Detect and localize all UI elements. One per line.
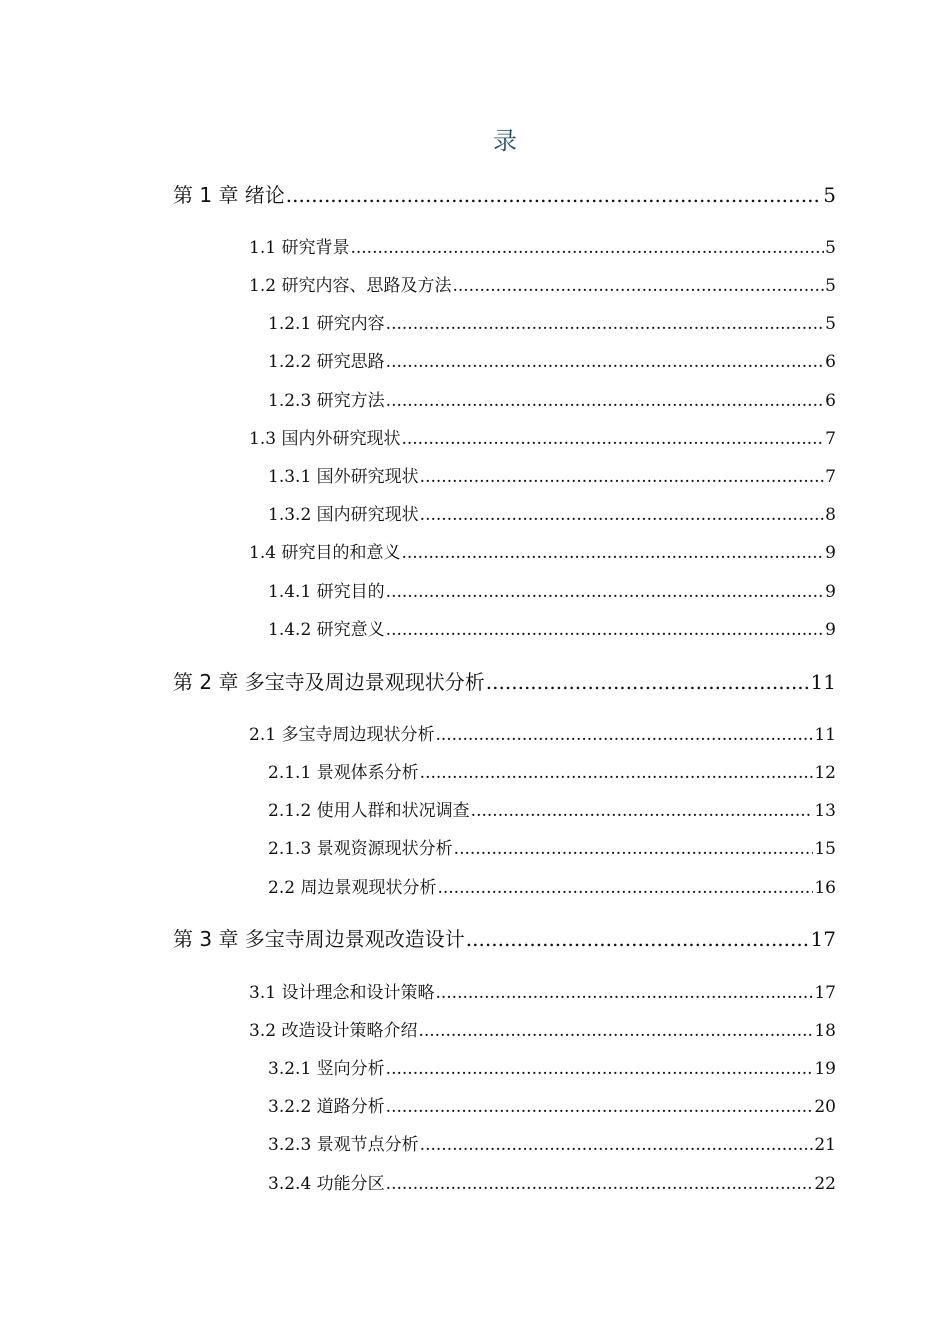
- toc-subsection-3-2-2[interactable]: [268, 1095, 836, 1119]
- toc-page-number: 6: [825, 352, 836, 372]
- dot-leader: [386, 580, 825, 604]
- toc-page-number: 13: [814, 801, 836, 821]
- toc-subsection-3-2-1[interactable]: [268, 1057, 836, 1081]
- dot-leader: [486, 668, 810, 696]
- toc-page-number: 11: [810, 670, 836, 694]
- toc-page-number: 5: [823, 183, 836, 207]
- dot-leader: [386, 1057, 814, 1081]
- toc-page-number: 11: [814, 725, 836, 745]
- toc-subsection-1-4-1[interactable]: [268, 580, 836, 604]
- toc-chapter-2[interactable]: [173, 668, 836, 696]
- toc-page-number: 5: [825, 276, 836, 296]
- toc-page-number: 9: [825, 582, 836, 602]
- toc-entry-label: 1.3.1 国外研究现状: [268, 467, 419, 487]
- toc-entry-label: 1.1 研究背景: [249, 238, 350, 258]
- toc-entry-label: 3.2.2 道路分析: [268, 1097, 385, 1117]
- toc-page-number: 5: [825, 314, 836, 334]
- toc-page-number: 20: [814, 1097, 836, 1117]
- toc-entry-label: 1.4.1 研究目的: [268, 582, 385, 602]
- toc-section-2-2[interactable]: [268, 876, 836, 900]
- dot-leader: [437, 876, 813, 900]
- toc-entry-label: 3.2.3 景观节点分析: [268, 1135, 419, 1155]
- toc-page-number: 5: [825, 238, 836, 258]
- toc-subsection-1-3-2[interactable]: [268, 503, 836, 527]
- toc-entry-label: 3.2 改造设计策略介绍: [249, 1021, 418, 1041]
- toc-entry-label: 1.2.1 研究内容: [268, 314, 385, 334]
- toc-page-number: 19: [814, 1059, 836, 1079]
- toc-page-number: 21: [814, 1135, 836, 1155]
- toc-entry-label: 1.4 研究目的和意义: [249, 543, 401, 563]
- toc-entry-label: 2.1.1 景观体系分析: [268, 763, 419, 783]
- toc-subsection-3-2-3[interactable]: [268, 1133, 836, 1157]
- toc-page-number: 17: [810, 927, 836, 951]
- toc-subsection-1-2-1[interactable]: [268, 312, 836, 336]
- dot-leader: [454, 837, 814, 861]
- toc-page-number: 9: [825, 543, 836, 563]
- toc-section-1-3[interactable]: [249, 427, 836, 451]
- dot-leader: [420, 1133, 814, 1157]
- toc-page-number: 8: [825, 505, 836, 525]
- toc-entry-label: 2.1 多宝寺周边现状分析: [249, 725, 435, 745]
- toc-subsection-1-2-3[interactable]: [268, 389, 836, 413]
- toc-entry-label: 2.1.3 景观资源现状分析: [268, 839, 453, 859]
- dot-leader: [401, 541, 824, 565]
- toc-page-number: 18: [814, 1021, 836, 1041]
- dot-leader: [471, 799, 814, 823]
- toc-page-number: 15: [814, 839, 836, 859]
- dot-leader: [350, 236, 824, 260]
- dot-leader: [420, 761, 814, 785]
- toc-section-3-1[interactable]: [249, 981, 836, 1005]
- dot-leader: [435, 981, 813, 1005]
- toc-entry-label: 1.2.2 研究思路: [268, 352, 385, 372]
- toc-chapter-3[interactable]: [173, 925, 836, 953]
- toc-page-number: 7: [825, 467, 836, 487]
- toc-page-number: 6: [825, 391, 836, 411]
- toc-page-number: 9: [825, 620, 836, 640]
- toc-subsection-1-2-2[interactable]: [268, 350, 836, 374]
- dot-leader: [386, 312, 825, 336]
- toc-entry-label: 3.2.4 功能分区: [268, 1174, 385, 1194]
- toc-entry-label: 第 1 章 绪论: [173, 183, 285, 207]
- toc-page-number: 16: [814, 878, 836, 898]
- dot-leader: [386, 1095, 814, 1119]
- toc-subsection-2-1-1[interactable]: [268, 761, 836, 785]
- dot-leader: [435, 723, 813, 747]
- toc-section-3-2[interactable]: [249, 1019, 836, 1043]
- toc-chapter-1[interactable]: [173, 181, 836, 209]
- dot-leader: [466, 925, 810, 953]
- toc-subsection-2-1-3[interactable]: [268, 837, 836, 861]
- dot-leader: [386, 389, 825, 413]
- dot-leader: [386, 350, 825, 374]
- toc-section-1-1[interactable]: [249, 236, 836, 260]
- toc-entry-label: 3.2.1 竖向分析: [268, 1059, 385, 1079]
- toc-entry-label: 第 3 章 多宝寺周边景观改造设计: [173, 927, 465, 951]
- toc-subsection-1-4-2[interactable]: [268, 618, 836, 642]
- dot-leader: [418, 1019, 813, 1043]
- toc-page-number: 7: [825, 429, 836, 449]
- toc-entry-label: 1.4.2 研究意义: [268, 620, 385, 640]
- toc-entry-label: 1.3 国内外研究现状: [249, 429, 401, 449]
- toc-entry-label: 2.1.2 使用人群和状况调查: [268, 801, 470, 821]
- toc-section-2-1[interactable]: [249, 723, 836, 747]
- toc-entry-label: 第 2 章 多宝寺及周边景观现状分析: [173, 670, 485, 694]
- toc-subsection-2-1-2[interactable]: [268, 799, 836, 823]
- dot-leader: [452, 274, 824, 298]
- toc-entry-label: 3.1 设计理念和设计策略: [249, 983, 435, 1003]
- toc-section-1-2[interactable]: [249, 274, 836, 298]
- toc-entry-label: 2.2 周边景观现状分析: [268, 878, 437, 898]
- toc-page-number: 12: [814, 763, 836, 783]
- dot-leader: [401, 427, 824, 451]
- toc-title: 录: [493, 127, 517, 155]
- dot-leader: [420, 503, 825, 527]
- dot-leader: [420, 465, 825, 489]
- dot-leader: [386, 1172, 814, 1196]
- dot-leader: [286, 181, 822, 209]
- toc-section-1-4[interactable]: [249, 541, 836, 565]
- toc-entry-label: 1.2 研究内容、思路及方法: [249, 276, 452, 296]
- toc-entry-label: 1.2.3 研究方法: [268, 391, 385, 411]
- toc-subsection-1-3-1[interactable]: [268, 465, 836, 489]
- dot-leader: [386, 618, 825, 642]
- toc-page-number: 17: [814, 983, 836, 1003]
- toc-page-number: 22: [814, 1174, 836, 1194]
- toc-subsection-3-2-4[interactable]: [268, 1172, 836, 1196]
- toc-entry-label: 1.3.2 国内研究现状: [268, 505, 419, 525]
